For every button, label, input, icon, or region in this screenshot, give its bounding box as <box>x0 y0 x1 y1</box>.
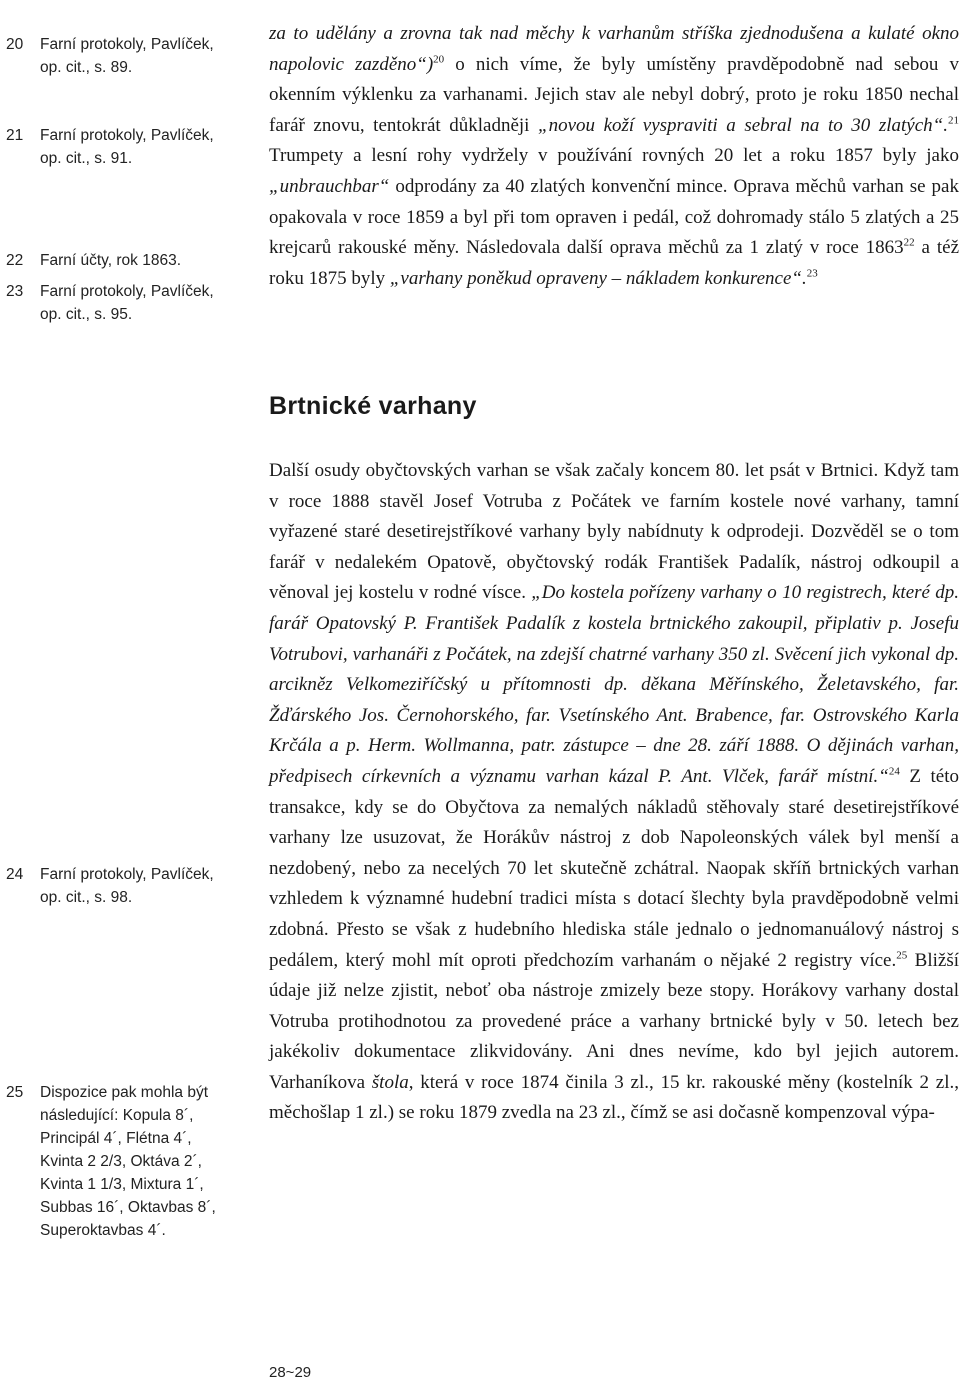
body-text: Další osudy obyčtovských varhan se však začaly koncem 80. let psát v Brtnici. Když tam v roce 1888 stavěl Josef Votruba z Počátek ve farním kostele nové varhany, tamní vyřazené staré desetirejstříkové varhany byly nabídnuty k odprodeji. Dozvěděl se o tom farář v nedalekém Opatově, obyčtovský rodák František Padalík, nástroj odkoupil a věnoval jej kostelu v rodné vísce. <box>269 460 959 604</box>
footnote-22 <box>6 249 246 272</box>
footnote-ref-23[interactable]: 23 <box>806 267 818 280</box>
footnote-number: 23 <box>6 283 24 300</box>
body-paragraph-1 <box>269 19 959 294</box>
quote-text: „unbrauchbar“ <box>269 175 390 197</box>
body-text: , která v roce 1874 činila 3 zl., 15 kr. rakouské měny (kostelník 2 zl., měchošlap 1 zl.) se roku 1879 zvedla na 23 zl., čímž se asi dočasně kompenzoval výpa- <box>269 1071 959 1124</box>
footnote-number: 22 <box>6 252 24 269</box>
footnote-number: 21 <box>6 127 24 144</box>
quote-text: „Do kostela pořízeny varhany o 10 registrech, které dp. farář Opatovský P. František Padalík z kostela brtnického zakoupil, připlativ p. Josefu Votrubovi, varhanáři z Počátek, na zdejší chatrné varhany 350 zl. Svěcení jich vykonal dp. arcikněz Velkomeziříčský u přítomnosti dp. děkana Měřínského, Želetavského, far. Žďárského Jos. Černohorského, far. Vsetínského Ant. Brabence, far. Ostrovského Karla Krčála a p. Herm. Wollmanna, patr. zástupce – dne 28. září 1888. O dějinách varhan, předpisech církevních a významu varhan kázal P. Ant. Vlček, farář místní.“ <box>269 582 959 787</box>
quote-text: za to udělány a zrovna tak nad měchy k varhanům stříška zjednodušena a kulaté okno napolovic zazděno“) <box>269 23 959 75</box>
quote-text: „varhany poněkud opraveny – nákladem konkurence“. <box>389 267 807 289</box>
footnote-number: 25 <box>6 1084 24 1101</box>
footnote-text: Farní protokoly, Pavlíček, op. cit., s. 98. <box>40 866 214 906</box>
footnote-ref-20[interactable]: 20 <box>433 53 445 66</box>
footnote-number: 24 <box>6 866 24 883</box>
footnote-ref-24[interactable]: 24 <box>888 765 900 778</box>
body-text: o nich víme, že byly umístěny pravděpodobně nad sebou v okenním výklenku za varhanami. Jejich stav ale nebyl dobrý, proto je roku 1850 nechal farář znovu, tentokrát důkladněji <box>269 53 959 136</box>
footnote-text: Dispozice pak mohla být následující: Kopula 8´, Principál 4´, Flétna 4´, Kvinta 2 2/3, Oktáva 2´, Kvinta 1 1/3, Mixtura 1´, Subbas 16´, Oktavbas 8´, Superoktavbas 4´. <box>40 1084 216 1239</box>
footnote-21 <box>6 124 246 170</box>
footnote-text: Farní protokoly, Pavlíček, op. cit., s. 89. <box>40 36 214 76</box>
emphasis-text: štola <box>371 1071 409 1093</box>
footnote-text: Farní protokoly, Pavlíček, op. cit., s. 95. <box>40 283 214 323</box>
body-text: Z této transakce, kdy se do Obyčtova za nemalých nákladů stěhovaly staré desetirejstříkové varhany lze usuzovat, že Horákův nástroj z dob Napoleonských válek byl menší a nezdobený, nebo za necelých 70 let skutečně zchátral. Naopak skříň brtnických varhan vzhledem k významné hudební tradici místa s dotací šlechty byla pravděpodobně velmi zdobná. Přesto se však z hudebního hlediska stále jednalo o jednomanuálový nástroj s pedálem, který mohl mít oproti předchozím varhanám o nějaké 2 registry více. <box>269 765 959 971</box>
section-heading: Brtnické varhany <box>269 392 477 420</box>
quote-text: „novou koží vyspraviti a sebral na to 30 zlatých“. <box>538 114 948 136</box>
footnote-number: 20 <box>6 36 24 53</box>
body-paragraph-2 <box>269 456 959 1129</box>
footnote-ref-21[interactable]: 21 <box>948 114 959 127</box>
footnote-text: Farní účty, rok 1863. <box>40 252 181 269</box>
body-text: Trumpety a lesní rohy vydržely v používání rovných 20 let a roku 1857 byly jako <box>269 145 959 167</box>
footnote-ref-25[interactable]: 25 <box>896 949 908 962</box>
page-number: 28~29 <box>269 1364 312 1381</box>
footnote-text: Farní protokoly, Pavlíček, op. cit., s. 91. <box>40 127 214 167</box>
footnote-23 <box>6 280 246 326</box>
footnote-24 <box>6 863 246 909</box>
body-text: a též roku 1875 byly <box>269 237 959 289</box>
footnote-25 <box>6 1081 246 1242</box>
footnote-20 <box>6 33 246 79</box>
body-text: odprodány za 40 zlatých konvenční mince. Oprava měchů varhan se pak opakovala v roce 1859 a byl při tom opraven i pedál, což dohromady stálo 5 zlatých a 25 krejcarů rakouské měny. Následovala další oprava měchů za 1 zlatý v roce 1863 <box>269 175 959 259</box>
body-text: Bližší údaje již nelze zjistit, neboť oba nástroje zmizely beze stopy. Horákovy varhany dostal Votruba protihodnotou za provedené práce a varhany brtnické byly v 50. letech bez jakékoliv dokumentace zlikvidovány. Ani dnes nevíme, kdo byl jejich autorem. Varhaníkova <box>269 949 959 1093</box>
footnote-ref-22[interactable]: 22 <box>903 236 915 249</box>
